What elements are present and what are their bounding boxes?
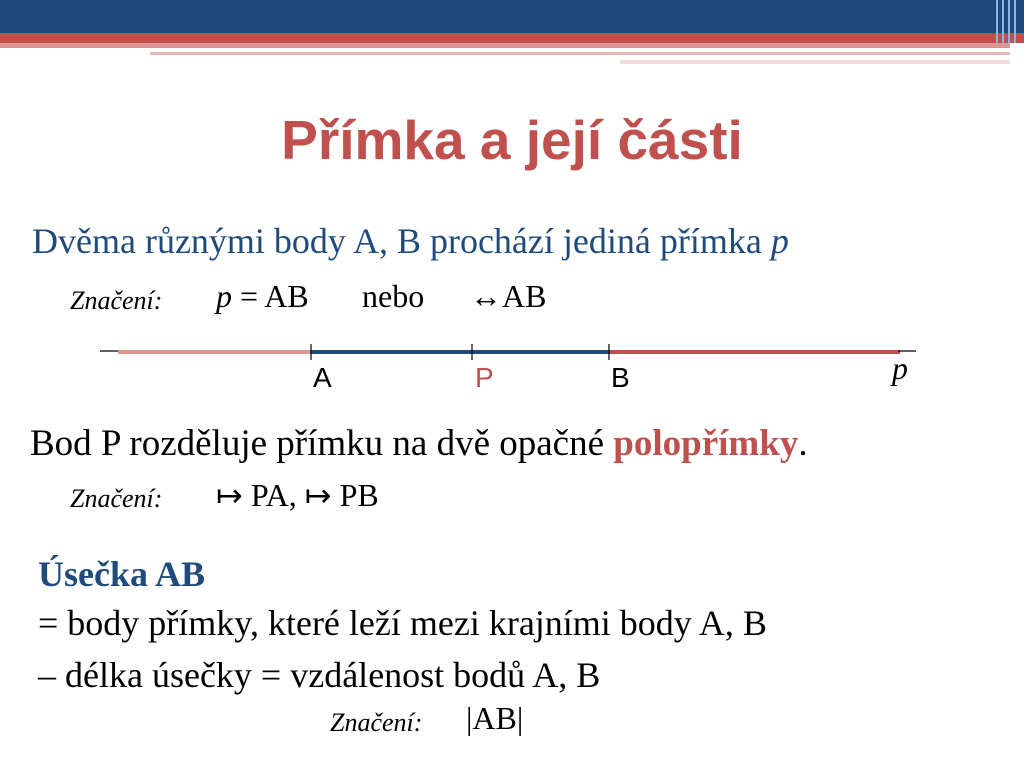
emphasis-term: polopřímky <box>613 423 799 464</box>
slide-title: Přímka a její části <box>281 109 743 171</box>
point-label-a: A <box>313 362 332 393</box>
point-label-b: B <box>611 362 630 393</box>
notation-alternative: ↔AB <box>470 278 547 314</box>
line-diagram <box>0 330 1024 370</box>
header-bar <box>0 0 1024 33</box>
line-variable: p <box>770 221 789 261</box>
section-heading: Úsečka AB <box>38 554 206 594</box>
notation-label: Značení: <box>70 484 163 513</box>
statement-text: Bod P rozděluje přímku na dvě opačné <box>30 423 614 464</box>
notation-equals: = AB <box>232 278 309 314</box>
point-label-p: P <box>475 362 494 393</box>
line-variable: p <box>216 278 232 314</box>
line-name-label: p <box>892 350 908 386</box>
header-stripe <box>1008 0 1010 43</box>
notation-label: Značení: <box>70 286 163 315</box>
notation-expression: ↦ PA, ↦ PB <box>216 477 379 513</box>
header-stripe <box>1014 0 1016 43</box>
definition-line: – délka úsečky = vzdálenost bodů A, B <box>38 655 601 695</box>
header-accent-bar <box>0 33 1024 43</box>
statement-line <box>32 220 789 262</box>
header-stripe <box>620 60 1010 64</box>
notation-or: nebo <box>362 278 425 314</box>
header-stripe <box>150 52 1010 55</box>
notation-expression: |AB| <box>466 700 524 736</box>
header-stripe <box>996 0 998 43</box>
header-stripe <box>1002 0 1004 43</box>
notation-expression <box>216 278 309 315</box>
notation-label: Značení: <box>330 708 423 737</box>
header-stripe <box>0 43 1010 48</box>
statement-text: Dvěma různými body A, B prochází jediná přímka <box>32 221 771 261</box>
statement-end: . <box>798 423 808 464</box>
definition-line: = body přímky, které leží mezi krajními body A, B <box>38 603 767 643</box>
statement-line <box>30 422 808 465</box>
